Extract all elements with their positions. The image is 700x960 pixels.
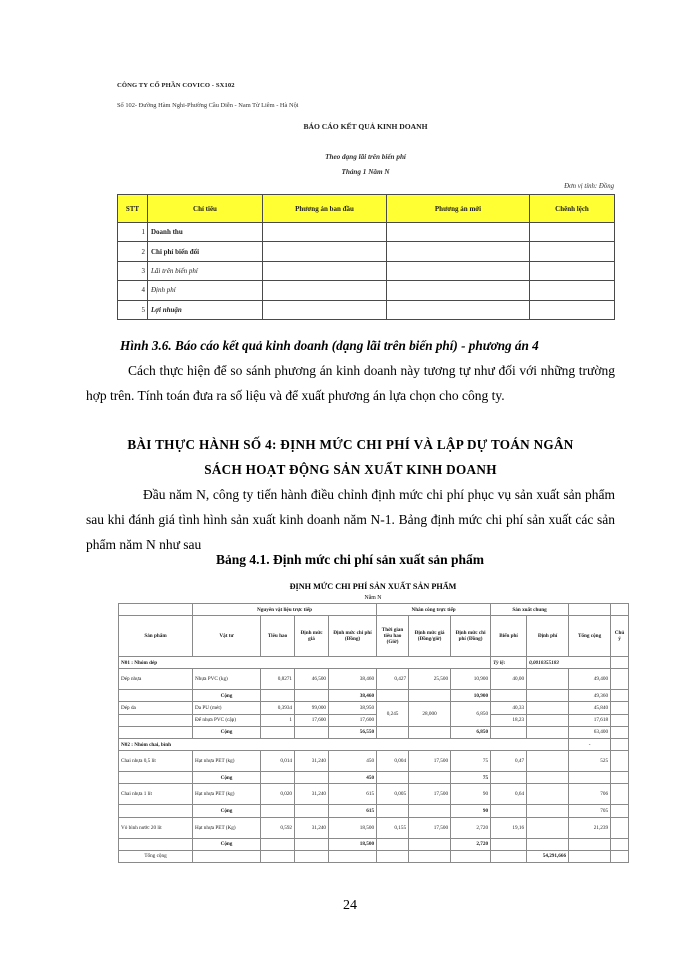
wage-rate: 25,500 <box>409 669 451 690</box>
total: - <box>569 738 611 750</box>
consumption: 1 <box>261 714 295 726</box>
cell <box>295 726 329 738</box>
material: Hạt nhựa PET (kg) <box>193 751 261 772</box>
material-cost: 18,500 <box>329 838 377 850</box>
cell <box>263 261 387 280</box>
row-label: Lợi nhuận <box>148 300 263 319</box>
col-note: Chú ý <box>611 616 629 657</box>
subtotal-row <box>119 726 629 738</box>
row-number: 1 <box>118 223 148 242</box>
report-table <box>117 194 615 320</box>
row-number: 3 <box>118 261 148 280</box>
cell <box>261 690 295 702</box>
time: 0,245 <box>377 702 409 726</box>
material-cost: 38,460 <box>329 669 377 690</box>
row-number: 5 <box>118 300 148 319</box>
cell <box>569 604 611 616</box>
material: Đế nhựa PVC (cặp) <box>193 714 261 726</box>
company-name: CÔNG TY CỔ PHẦN COVICO - SX102 <box>117 82 235 89</box>
labor-cost: 6,850 <box>451 702 491 726</box>
material-cost: 38,460 <box>329 690 377 702</box>
table-row <box>119 714 629 726</box>
report-header-row <box>118 195 615 223</box>
total: 49,400 <box>569 669 611 690</box>
labor-cost: 2,720 <box>451 838 491 850</box>
wage-rate: 28,000 <box>409 702 451 726</box>
header-difference: Chênh lệch <box>530 195 615 223</box>
cell <box>119 690 193 702</box>
subtotal-label: Cộng <box>193 805 261 817</box>
fixed <box>527 702 569 714</box>
product: Dép da <box>119 702 193 714</box>
variable: 18,23 <box>491 714 527 726</box>
cell <box>569 772 611 784</box>
cell <box>409 838 451 850</box>
cell <box>611 690 629 702</box>
total: 525 <box>569 751 611 772</box>
cell <box>611 805 629 817</box>
material: Da PU (mét) <box>193 702 261 714</box>
paragraph: Đầu năm N, công ty tiến hành điều chỉnh định mức chi phí phục vụ sản xuất sản phẩm sau khi đánh giá tình hình sản xuất kinh doanh năm N-1. Bảng định mức chi phí sản xuất các sản phẩm năm N như sau <box>86 487 615 552</box>
cell <box>491 690 527 702</box>
total: 63,400 <box>569 726 611 738</box>
cell <box>527 805 569 817</box>
labor-cost: 90 <box>451 784 491 805</box>
cell <box>263 281 387 300</box>
cost-table-year: Năm N <box>364 595 382 601</box>
group-header-row <box>119 604 629 616</box>
col-time: Thời gian tiêu hao (Giờ) <box>377 616 409 657</box>
report-unit: Đơn vị tính: Đồng <box>564 183 614 190</box>
material-cost: 450 <box>329 751 377 772</box>
consumption: 0,014 <box>261 751 295 772</box>
table-row <box>118 242 615 261</box>
grand-total-label: Tổng cộng <box>119 850 193 862</box>
cell <box>119 604 193 616</box>
total: 21,239 <box>569 817 611 838</box>
table-row <box>118 223 615 242</box>
product: Chai nhựa 1 lít <box>119 784 193 805</box>
variable: 40,00 <box>491 669 527 690</box>
fixed <box>527 714 569 726</box>
material-cost: 615 <box>329 784 377 805</box>
cell <box>527 726 569 738</box>
figure-caption: Hình 3.6. Báo cáo kết quả kinh doanh (dạng lãi trên biến phí) - phương án 4 <box>120 338 539 353</box>
material-cost: 56,550 <box>329 726 377 738</box>
cell <box>409 726 451 738</box>
consumption: 0,592 <box>261 817 295 838</box>
consumption: 0,3934 <box>261 702 295 714</box>
table-row <box>118 281 615 300</box>
consumption: 0,020 <box>261 784 295 805</box>
material: Hạt nhựa PET (kg) <box>193 784 261 805</box>
time: 0,005 <box>377 784 409 805</box>
unit-price: 31,240 <box>295 751 329 772</box>
cell <box>387 242 530 261</box>
row-label: Định phí <box>148 281 263 300</box>
cell <box>491 772 527 784</box>
cell <box>387 300 530 319</box>
cost-table-title: ĐỊNH MỨC CHI PHÍ SẢN XUẤT SẢN PHẨM <box>289 582 457 591</box>
cell <box>377 838 409 850</box>
group-header-material: Nguyên vật liệu trực tiếp <box>193 604 377 616</box>
group-header-overhead: Sản xuất chung <box>491 604 569 616</box>
group-label: N01 : Nhóm dép <box>119 657 491 669</box>
subtotal-label: Cộng <box>193 772 261 784</box>
cell <box>530 261 615 280</box>
note <box>611 751 629 772</box>
rate-label: Tỷ lệ: <box>491 657 527 669</box>
page-number: 24 <box>343 898 357 913</box>
table-row <box>119 784 629 805</box>
variable: 0,47 <box>491 751 527 772</box>
variable: 19,16 <box>491 817 527 838</box>
cell <box>527 690 569 702</box>
cell <box>263 300 387 319</box>
section-heading <box>86 432 615 482</box>
total: 45,840 <box>569 702 611 714</box>
material-cost: 38,950 <box>329 702 377 714</box>
subtotal-row <box>119 838 629 850</box>
labor-cost: 6,850 <box>451 726 491 738</box>
material: Nhựa PVC (kg) <box>193 669 261 690</box>
grand-total-row <box>119 850 629 862</box>
heading-line: SÁCH HOẠT ĐỘNG SẢN XUẤT KINH DOANH <box>204 462 497 477</box>
cell <box>193 850 261 862</box>
labor-cost: 2,720 <box>451 817 491 838</box>
subtotal-label: Cộng <box>193 690 261 702</box>
cell <box>611 850 629 862</box>
col-variable: Biến phí <box>491 616 527 657</box>
time: 0,427 <box>377 669 409 690</box>
header-new-plan: Phương án mới <box>387 195 530 223</box>
note <box>611 714 629 726</box>
variable: 0,64 <box>491 784 527 805</box>
cell <box>387 281 530 300</box>
material-cost: 17,600 <box>329 714 377 726</box>
cell <box>295 690 329 702</box>
col-product: Sản phẩm <box>119 616 193 657</box>
cell <box>377 850 409 862</box>
cell <box>295 805 329 817</box>
cell <box>377 805 409 817</box>
cell <box>530 281 615 300</box>
labor-cost: 10,900 <box>451 669 491 690</box>
row-label: Lãi trên biến phí <box>148 261 263 280</box>
fixed-total: 54,291,666 <box>527 850 569 862</box>
cell <box>611 726 629 738</box>
table-row <box>119 817 629 838</box>
cell <box>261 772 295 784</box>
product <box>119 714 193 726</box>
group-row <box>119 738 629 750</box>
unit-price: 17,600 <box>295 714 329 726</box>
cell <box>491 726 527 738</box>
col-consumption: Tiêu hao <box>261 616 295 657</box>
cell <box>263 242 387 261</box>
cell <box>387 261 530 280</box>
fixed <box>527 817 569 838</box>
variable: 40,33 <box>491 702 527 714</box>
wage-rate: 17,500 <box>409 751 451 772</box>
header-indicator: Chỉ tiêu <box>148 195 263 223</box>
cell <box>377 690 409 702</box>
cell <box>409 850 451 862</box>
cell <box>611 838 629 850</box>
cell <box>261 850 295 862</box>
company-address: Số 102- Đường Hàm Nghi-Phường Cầu Diễn - Nam Từ Liêm - Hà Nội <box>117 102 299 109</box>
cell <box>611 604 629 616</box>
row-label: Chi phí biến đổi <box>148 242 263 261</box>
product: Chai nhựa 0,5 lít <box>119 751 193 772</box>
material-cost: 18,500 <box>329 817 377 838</box>
cell <box>409 805 451 817</box>
cell <box>119 805 193 817</box>
col-labor-cost: Định mức chi phí (Đồng) <box>451 616 491 657</box>
cell <box>530 242 615 261</box>
cell <box>491 838 527 850</box>
cell <box>295 850 329 862</box>
group-header-labor: Nhân công trực tiếp <box>377 604 491 616</box>
material-cost: 615 <box>329 805 377 817</box>
col-fixed: Định phí <box>527 616 569 657</box>
header-initial-plan: Phương án ban đầu <box>263 195 387 223</box>
labor-cost: 10,900 <box>451 690 491 702</box>
table-row <box>119 669 629 690</box>
product: Dép nhựa <box>119 669 193 690</box>
subtotal-label: Cộng <box>193 838 261 850</box>
header-stt: STT <box>118 195 148 223</box>
cell <box>387 223 530 242</box>
table-row <box>119 751 629 772</box>
subtotal-row <box>119 690 629 702</box>
unit-price: 46,500 <box>295 669 329 690</box>
cell <box>409 690 451 702</box>
col-unit-price: Định mức giá <box>295 616 329 657</box>
cell <box>569 850 611 862</box>
col-total: Tổng cộng <box>569 616 611 657</box>
cell <box>569 838 611 850</box>
note <box>611 669 629 690</box>
cell <box>295 772 329 784</box>
subtotal-row <box>119 772 629 784</box>
total: 17,618 <box>569 714 611 726</box>
cell <box>491 805 527 817</box>
cell <box>491 850 527 862</box>
rate-value: 0,0010355183 <box>527 657 611 669</box>
cell <box>611 738 629 750</box>
cell <box>119 726 193 738</box>
row-number: 2 <box>118 242 148 261</box>
col-wage-rate: Định mức giá (Đồng/giờ) <box>409 616 451 657</box>
labor-cost: 75 <box>451 772 491 784</box>
cell <box>295 838 329 850</box>
column-header-row <box>119 616 629 657</box>
wage-rate: 17,500 <box>409 817 451 838</box>
cell <box>119 838 193 850</box>
fixed <box>527 669 569 690</box>
cell <box>119 772 193 784</box>
cell <box>409 772 451 784</box>
unit-price: 31,240 <box>295 784 329 805</box>
cell <box>611 657 629 669</box>
table-row <box>119 702 629 714</box>
cell <box>527 772 569 784</box>
cost-norm-table <box>118 603 629 863</box>
col-material-cost: Định mức chi phí (Đồng) <box>329 616 377 657</box>
cell <box>261 838 295 850</box>
cell <box>261 726 295 738</box>
report-figure <box>117 82 614 322</box>
consumption: 0,8271 <box>261 669 295 690</box>
wage-rate: 17,500 <box>409 784 451 805</box>
material-cost: 450 <box>329 772 377 784</box>
cell <box>377 726 409 738</box>
cell <box>527 838 569 850</box>
total: 49,360 <box>569 690 611 702</box>
total: 705 <box>569 805 611 817</box>
table-row <box>118 300 615 319</box>
material: Hạt nhựa PET (Kg) <box>193 817 261 838</box>
report-title: BÁO CÁO KẾT QUẢ KINH DOANH <box>303 122 428 131</box>
cell <box>451 850 491 862</box>
heading-line: BÀI THỰC HÀNH SỐ 4: ĐỊNH MỨC CHI PHÍ VÀ LẬP DỰ TOÁN NGÂN <box>127 437 574 452</box>
total: 706 <box>569 784 611 805</box>
note <box>611 702 629 714</box>
note <box>611 784 629 805</box>
group-label: N02 : Nhóm chai, bình <box>119 738 569 750</box>
report-period: Tháng 1 Năm N <box>341 168 390 176</box>
fixed <box>527 751 569 772</box>
col-material: Vật tư <box>193 616 261 657</box>
table-caption: Bảng 4.1. Định mức chi phí sản xuất sản phẩm <box>215 552 485 567</box>
cell <box>329 850 377 862</box>
cell <box>611 772 629 784</box>
labor-cost: 90 <box>451 805 491 817</box>
paragraph: Cách thực hiện để so sánh phương án kinh doanh này tương tự như đối với những trường hợp trên. Tính toán đưa ra số liệu và để xuất phương án lựa chọn cho công ty. <box>86 363 615 403</box>
report-subtitle: Theo dạng lãi trên biến phí <box>325 153 406 161</box>
unit-price: 31,240 <box>295 817 329 838</box>
cell <box>377 772 409 784</box>
product: Vỏ bình nước 20 lít <box>119 817 193 838</box>
group-row <box>119 657 629 669</box>
note <box>611 817 629 838</box>
time: 0,004 <box>377 751 409 772</box>
row-number: 4 <box>118 281 148 300</box>
subtotal-label: Cộng <box>193 726 261 738</box>
table-row <box>118 261 615 280</box>
cell <box>261 805 295 817</box>
subtotal-row <box>119 805 629 817</box>
cell <box>263 223 387 242</box>
cost-norm-figure <box>118 576 628 862</box>
cell <box>530 223 615 242</box>
unit-price: 99,000 <box>295 702 329 714</box>
labor-cost: 75 <box>451 751 491 772</box>
fixed <box>527 784 569 805</box>
cell <box>530 300 615 319</box>
time: 0,155 <box>377 817 409 838</box>
row-label: Doanh thu <box>148 223 263 242</box>
